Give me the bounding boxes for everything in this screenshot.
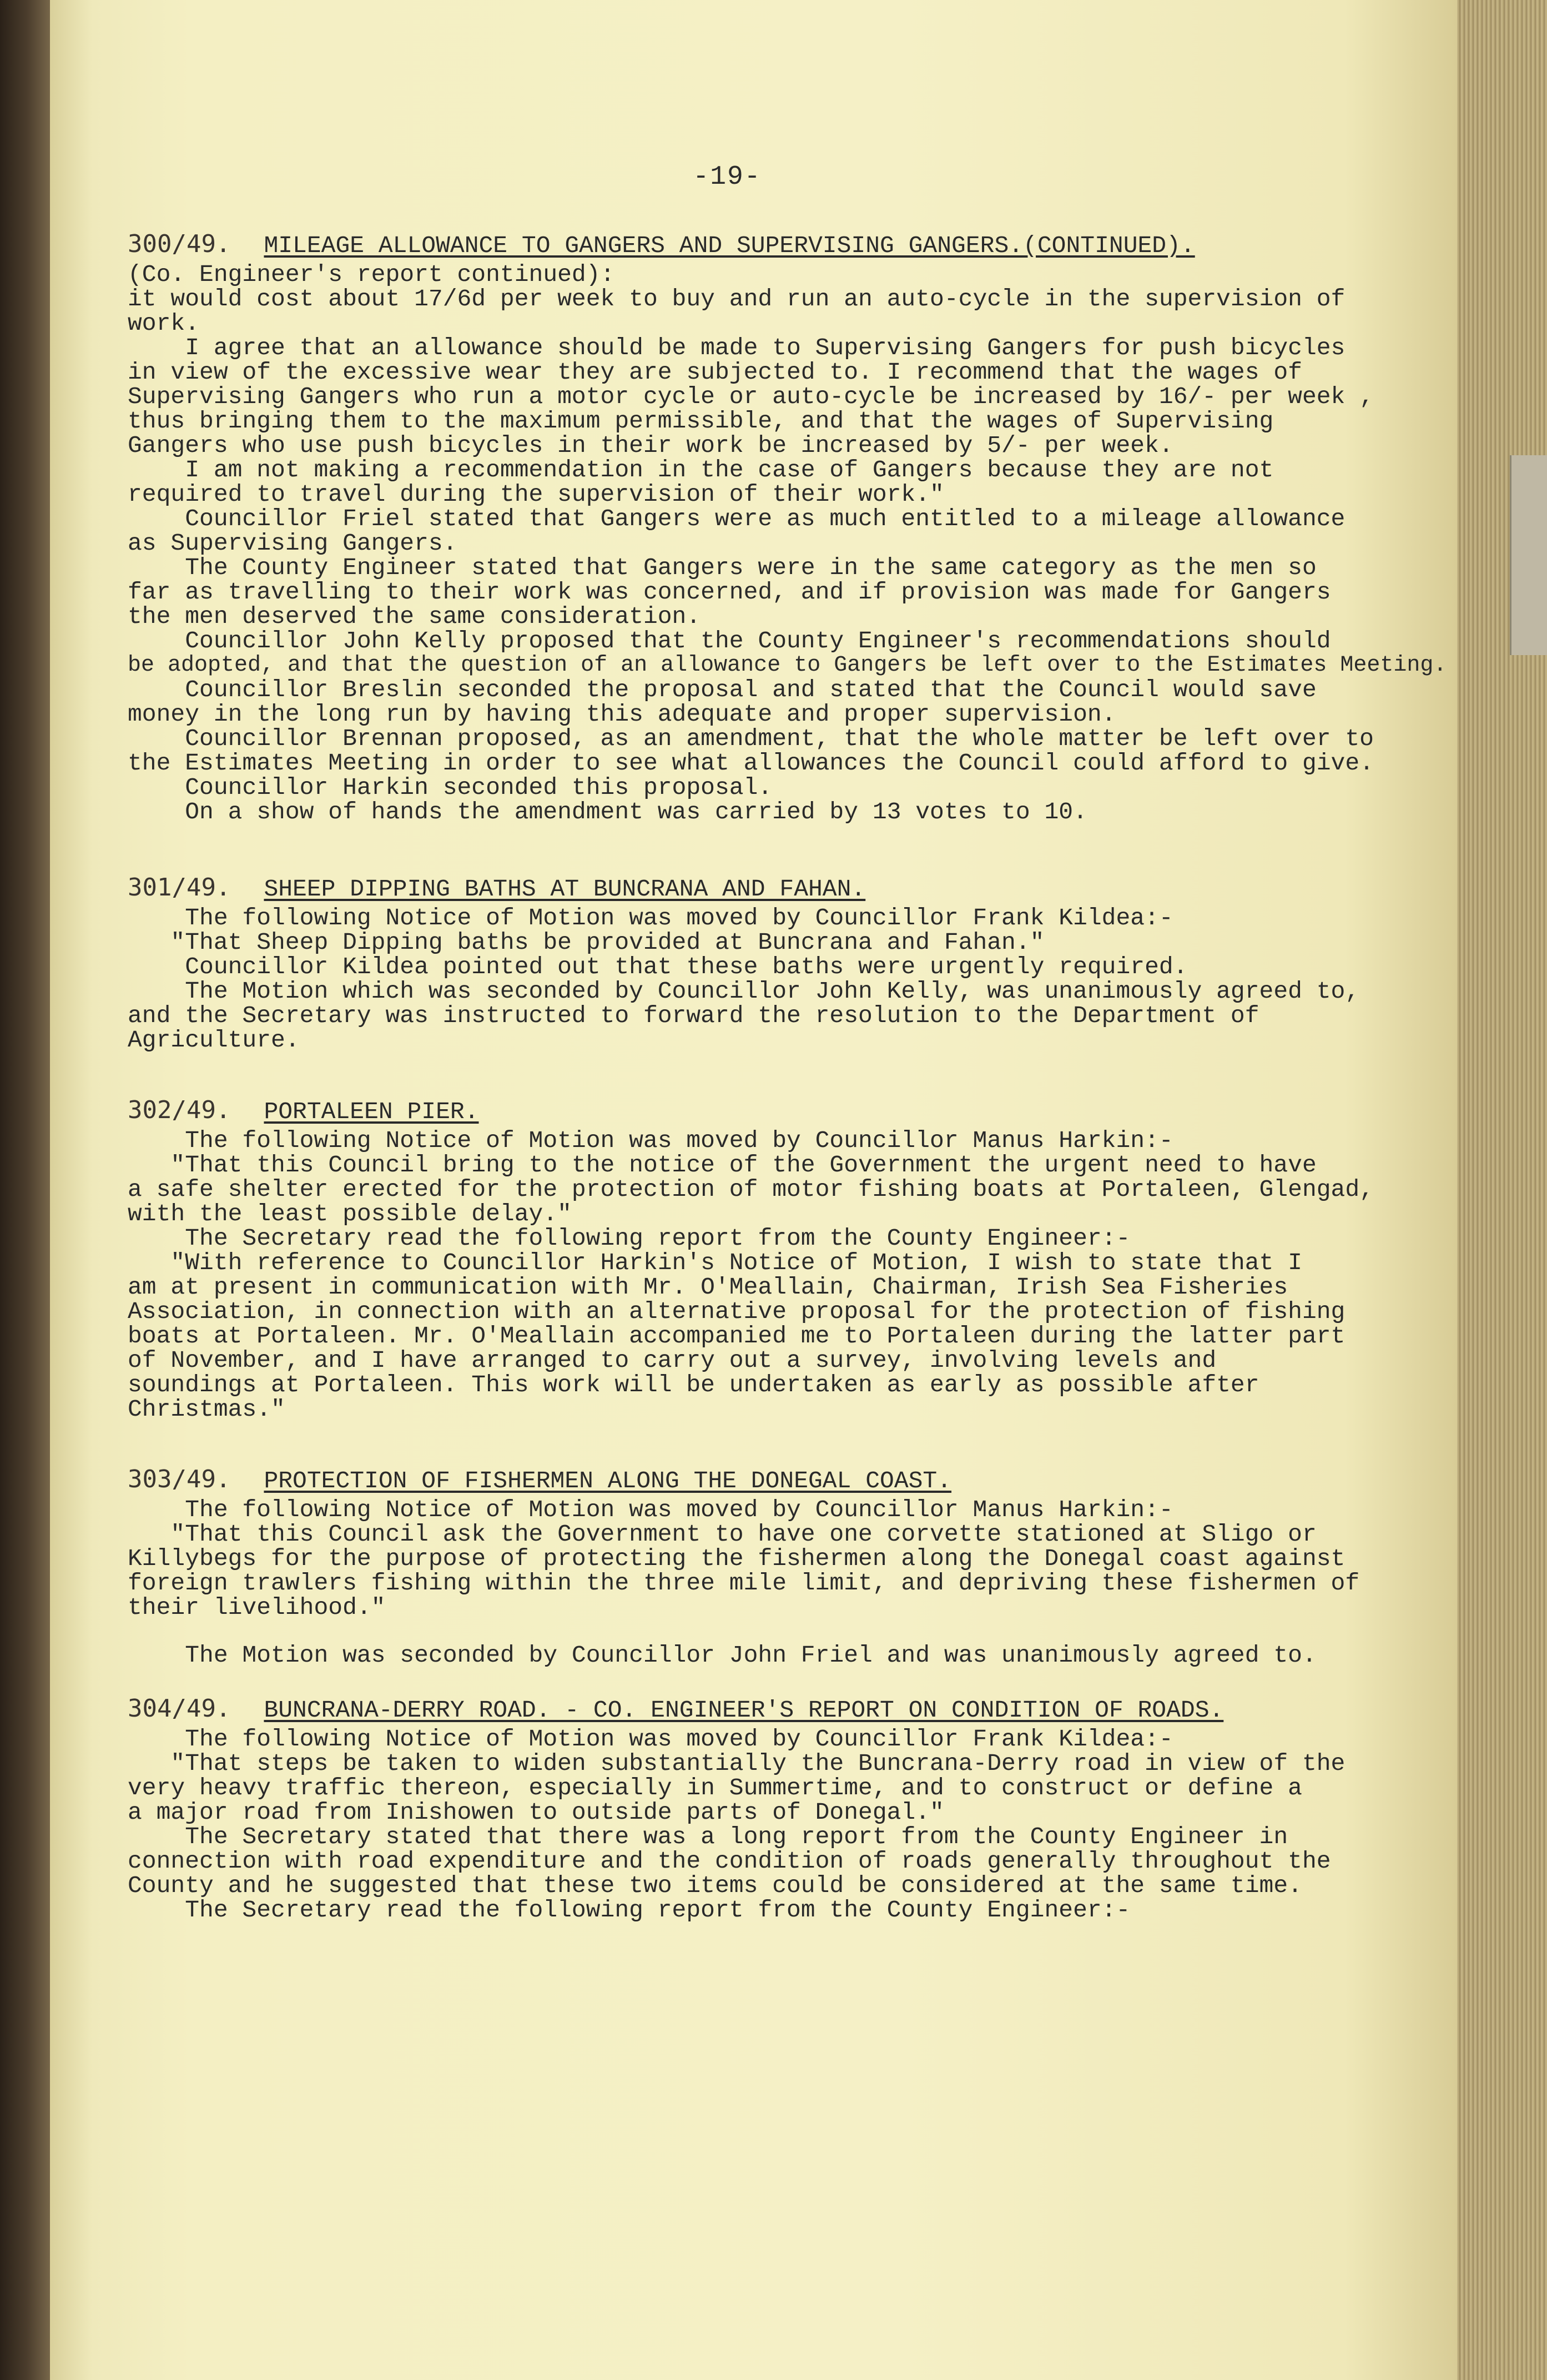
section-heading — [128, 232, 1371, 258]
text-line: a major road from Inishowen to outside parts of Donegal." — [128, 1799, 944, 1826]
section-heading — [128, 875, 1371, 902]
text-line: thus bringing them to the maximum permissible, and that the wages of Supervising — [128, 407, 1274, 435]
text-line: Killybegs for the purpose of protecting the fishermen along the Donegal coast against — [128, 1545, 1346, 1572]
minute-302 — [128, 1096, 1374, 1423]
text-line: "With reference to Councillor Harkin's Notice of Motion, I wish to state that I — [128, 1249, 1302, 1276]
text-line: "That Sheep Dipping baths be provided at Buncrana and Fahan." — [128, 929, 1045, 956]
text-line: connection with road expenditure and the condition of roads generally throughout the — [128, 1848, 1331, 1875]
text-line: in view of the excessive wear they are subjected to. I recommend that the wages of — [128, 359, 1302, 386]
text-line: The Secretary stated that there was a long report from the County Engineer in — [128, 1823, 1288, 1850]
text-line: Christmas." — [128, 1396, 285, 1423]
text-line: The following Notice of Motion was moved by Councillor Frank Kildea:- — [128, 904, 1173, 932]
text-line: as Supervising Gangers. — [128, 530, 457, 557]
text-line: be adopted, and that the question of an allowance to Gangers be left over to the Estimates Meeting. — [128, 653, 1447, 678]
text-line: "That this Council bring to the notice of the Government the urgent need to have — [128, 1151, 1317, 1179]
minute-title: BUNCRANA-DERRY ROAD. - CO. ENGINEER'S REPORT ON CONDITION OF ROADS. — [264, 1697, 1224, 1724]
text-line: I agree that an allowance should be made to Supervising Gangers for push bicycles — [128, 334, 1346, 361]
text-line: "That this Council ask the Government to have one corvette stationed at Sligo or — [128, 1521, 1317, 1548]
minute-title: SHEEP DIPPING BATHS AT BUNCRANA AND FAHAN. — [264, 875, 866, 903]
text-line: required to travel during the supervision of their work." — [128, 481, 944, 508]
text-line: The Secretary read the following report from the County Engineer:- — [128, 1225, 1131, 1252]
minute-number: 304/49. — [128, 1694, 231, 1723]
minute-number: 302/49. — [128, 1096, 231, 1124]
section-heading — [128, 1098, 1371, 1124]
minute-304 — [128, 1694, 1371, 1924]
text-line: The following Notice of Motion was moved by Councillor Frank Kildea:- — [128, 1725, 1173, 1753]
text-line: the men deserved the same consideration. — [128, 603, 701, 630]
text-line: with the least possible delay." — [128, 1200, 572, 1227]
text-line: it would cost about 17/6d per week to buy and run an auto-cycle in the supervision of — [128, 285, 1346, 313]
text-line: Gangers who use push bicycles in their work be increased by 5/- per week. — [128, 432, 1173, 459]
index-tab — [1510, 455, 1547, 655]
minute-number: 300/49. — [128, 230, 231, 258]
minute-number: 301/49. — [128, 873, 231, 902]
text-line: Councillor Harkin seconded this proposal. — [128, 774, 773, 801]
text-line: I am not making a recommendation in the case of Gangers because they are not — [128, 456, 1274, 484]
text-line: foreign trawlers fishing within the three mile limit, and depriving these fishermen of — [128, 1569, 1360, 1597]
minute-301 — [128, 875, 1371, 1053]
text-line: (Co. Engineer's report continued): — [128, 261, 615, 288]
text-line: Supervising Gangers who run a motor cycle or auto-cycle be increased by 16/- per week , — [128, 383, 1374, 410]
text-line: Councillor Kildea pointed out that these baths were urgently required. — [128, 953, 1188, 980]
minute-303 — [128, 1467, 1371, 1668]
text-line: Association, in connection with an alternative proposal for the protection of fishing — [128, 1298, 1346, 1325]
text-line: The following Notice of Motion was moved by Councillor Manus Harkin:- — [128, 1127, 1173, 1154]
text-line: very heavy traffic thereon, especially in Summertime, and to construct or define a — [128, 1774, 1302, 1802]
page-number: -19- — [693, 162, 762, 192]
text-line: Councillor Breslin seconded the proposal and stated that the Council would save — [128, 676, 1317, 703]
minute-number: 303/49. — [128, 1465, 231, 1493]
text-line: Councillor John Kelly proposed that the County Engineer's recommendations should — [128, 627, 1331, 655]
text-line: boats at Portaleen. Mr. O'Meallain accompanied me to Portaleen during the latter part — [128, 1322, 1346, 1350]
minute-title: MILEAGE ALLOWANCE TO GANGERS AND SUPERVISING GANGERS.(CONTINUED). — [264, 232, 1195, 259]
text-line: the Estimates Meeting in order to see what allowances the Council could afford to give. — [128, 749, 1374, 777]
section-heading — [128, 1694, 1371, 1724]
text-line: The Motion was seconded by Councillor John Friel and was unanimously agreed to. — [128, 1642, 1317, 1669]
text-line: a safe shelter erected for the protection of motor fishing boats at Portaleen, Glengad, — [128, 1176, 1374, 1203]
text-line: soundings at Portaleen. This work will be undertaken as early as possible after — [128, 1371, 1259, 1398]
minutes-body — [128, 230, 1447, 1928]
text-line: The Secretary read the following report from the County Engineer:- — [128, 1896, 1131, 1924]
text-line: and the Secretary was instructed to forward the resolution to the Department of — [128, 1002, 1259, 1029]
text-line: of November, and I have arranged to carry out a survey, involving levels and — [128, 1347, 1217, 1374]
text-line: Agriculture. — [128, 1027, 300, 1054]
text-line: Councillor Friel stated that Gangers were as much entitled to a mileage allowance — [128, 505, 1346, 532]
text-line: "That steps be taken to widen substantially the Buncrana-Derry road in view of the — [128, 1750, 1346, 1777]
section-heading — [128, 1467, 1371, 1493]
minute-300 — [128, 230, 1447, 826]
page-edges — [1457, 0, 1547, 2380]
minute-title: PORTALEEN PIER. — [264, 1098, 479, 1125]
text-line: The following Notice of Motion was moved by Councillor Manus Harkin:- — [128, 1496, 1173, 1523]
text-line: The County Engineer stated that Gangers were in the same category as the men so — [128, 554, 1317, 581]
minute-title: PROTECTION OF FISHERMEN ALONG THE DONEGAL COAST. — [264, 1467, 952, 1495]
text-line: far as travelling to their work was concerned, and if provision was made for Gangers — [128, 578, 1331, 606]
text-line: money in the long run by having this adequate and proper supervision. — [128, 701, 1116, 728]
text-line: The Motion which was seconded by Councillor John Kelly, was unanimously agreed to, — [128, 978, 1360, 1005]
text-line: On a show of hands the amendment was carried by 13 votes to 10. — [128, 798, 1087, 826]
text-line: their livelihood." — [128, 1594, 386, 1621]
text-line: am at present in communication with Mr. O'Meallain, Chairman, Irish Sea Fisheries — [128, 1274, 1288, 1301]
text-line: County and he suggested that these two items could be considered at the same time. — [128, 1872, 1302, 1899]
text-line: Councillor Brennan proposed, as an amendment, that the whole matter be left over to — [128, 725, 1374, 752]
text-line: work. — [128, 310, 200, 337]
